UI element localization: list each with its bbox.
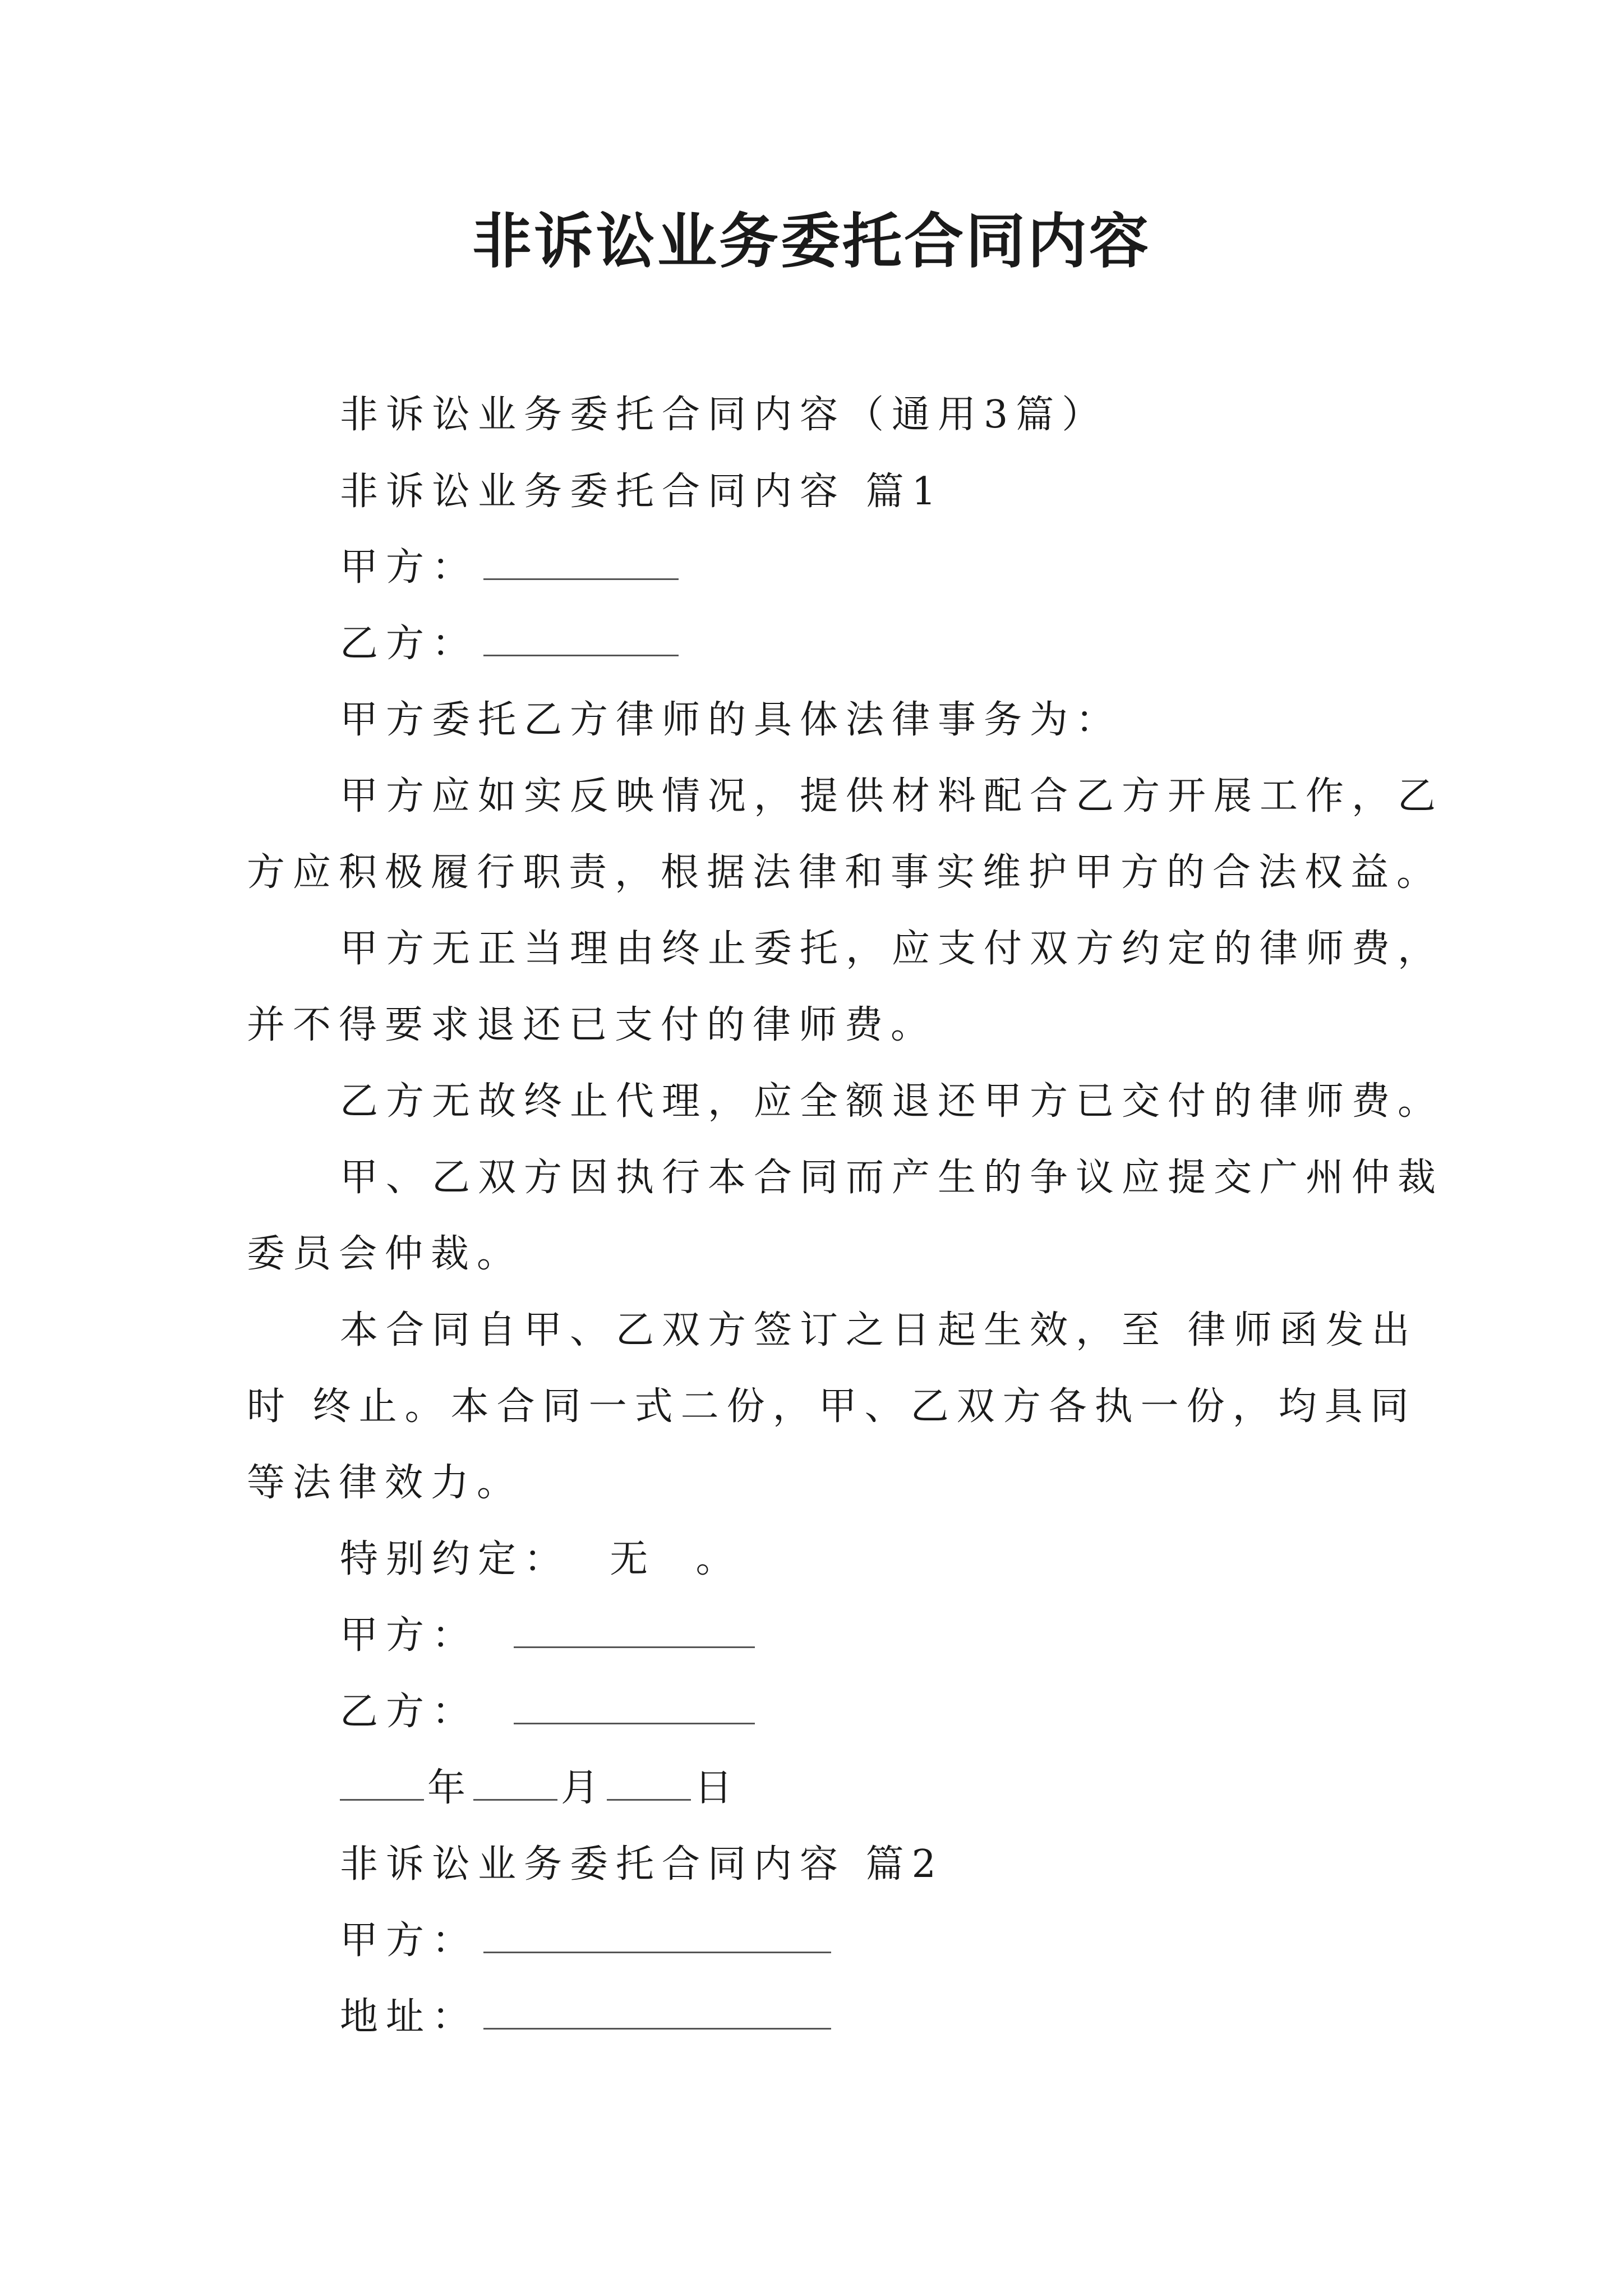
sign-party-b-blank	[514, 1688, 755, 1724]
paragraph-line: 甲方委托乙方律师的具体法律事务为：	[340, 698, 1122, 742]
address-line	[340, 1989, 831, 2045]
paragraph-line: 时 终止。本合同一式二份，甲、乙双方各执一份，均具同	[247, 1384, 1417, 1429]
month-blank	[473, 1764, 557, 1801]
document-title: 非诉讼业务委托合同内容	[472, 206, 1151, 276]
party-b-label: 乙方：	[340, 622, 478, 666]
party-a-blank-2	[483, 1917, 831, 1953]
party-b-line	[340, 616, 679, 672]
party-a-blank	[483, 544, 679, 580]
sign-party-b-line	[340, 1684, 755, 1740]
sign-party-a-label: 甲方：	[340, 1613, 478, 1658]
sign-party-a-blank	[514, 1612, 755, 1648]
date-line	[340, 1760, 740, 1816]
section-heading-2: 非诉讼业务委托合同内容 篇2	[340, 1842, 944, 1887]
party-a-line	[340, 540, 679, 596]
paragraph-line: 甲、乙双方因执行本合同而产生的争议应提交广州仲裁	[340, 1156, 1444, 1200]
party-a-label: 甲方：	[340, 545, 478, 590]
day-label: 日	[694, 1766, 741, 1810]
paragraph-line: 乙方无故终止代理，应全额退还甲方已交付的律师费。	[340, 1079, 1444, 1124]
address-label: 地址：	[340, 1995, 478, 2039]
party-a-label-2: 甲方：	[340, 1918, 478, 1963]
paragraph-line: 甲方应如实反映情况，提供材料配合乙方开展工作，乙	[340, 774, 1444, 818]
party-a-line-2	[340, 1913, 831, 1969]
paragraph-line: 方应积极履行职责，根据法律和事实维护甲方的合法权益。	[247, 850, 1443, 895]
paragraph-line: 并不得要求退还已支付的律师费。	[247, 1003, 937, 1047]
day-blank	[607, 1764, 691, 1801]
address-blank	[483, 1993, 831, 2030]
paragraph-line: 委员会仲裁。	[247, 1232, 523, 1276]
month-label: 月	[561, 1766, 607, 1810]
sign-party-a-line	[340, 1608, 755, 1664]
paragraph-line: 等法律效力。	[247, 1461, 523, 1505]
party-b-blank	[483, 620, 679, 656]
sign-party-b-label: 乙方：	[340, 1690, 478, 1734]
year-blank	[340, 1764, 424, 1801]
paragraph-line: 本合同自甲、乙双方签订之日起生效，至 律师函发出	[340, 1308, 1418, 1352]
year-label: 年	[427, 1766, 474, 1810]
section-heading-1: 非诉讼业务委托合同内容 篇1	[340, 470, 944, 514]
doc-subtitle: 非诉讼业务委托合同内容（通用3篇）	[340, 393, 1108, 437]
special-agreement: 特别约定： 无 。	[340, 1537, 742, 1581]
paragraph-line: 甲方无正当理由终止委托，应支付双方约定的律师费，	[340, 927, 1444, 971]
